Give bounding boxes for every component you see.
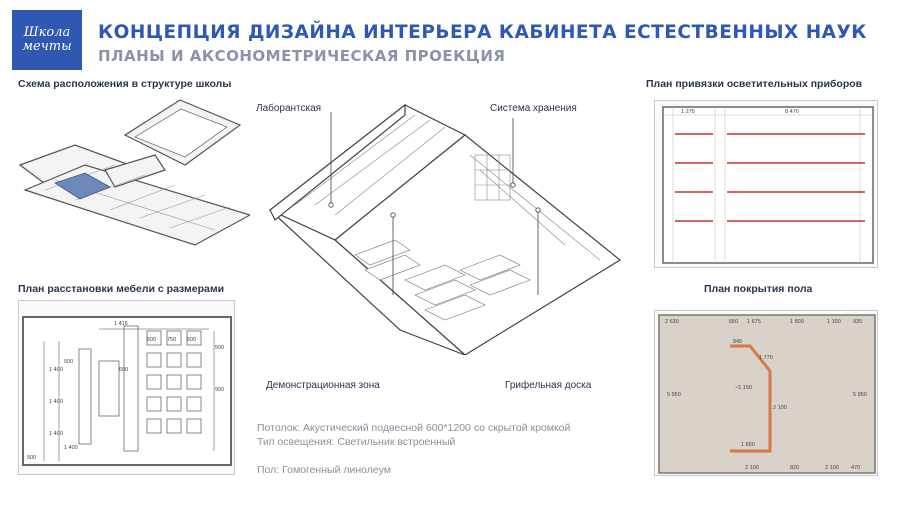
floor-dim-inner-5: 1 650 (741, 442, 755, 448)
furniture-dim-1: 1 415 (114, 321, 128, 327)
floor-dim-right: 5 950 (853, 392, 867, 398)
floor-plan-label: План покрытия пола (704, 283, 813, 295)
axonometric-view (265, 95, 625, 355)
lighting-plan-label: План привязки осветительных приборов (646, 78, 863, 90)
floor-dim-inner-3: ~1 150 (735, 385, 752, 391)
furniture-dim-8: 1 400 (49, 367, 63, 373)
floor-dim-inner-1: 845 (733, 339, 743, 345)
furniture-plan-panel (18, 300, 235, 475)
floor-plan-drawing (655, 311, 878, 476)
floor-dim-inner-2: 1 770 (759, 355, 773, 361)
callout-board: Грифельная доска (505, 380, 592, 391)
floor-dim-top-2: 650 (729, 319, 739, 325)
logo-line-2: мечты (22, 39, 72, 54)
floor-dim-bottom-1: 2 100 (745, 465, 759, 471)
floor-dim-top-3: 1 675 (747, 319, 761, 325)
callout-storage: Система хранения (490, 103, 577, 114)
note-ceiling: Потолок: Акустический подвесной 600*1200 со скрытой кромкой (257, 422, 571, 434)
furniture-dim-3: 750 (167, 337, 177, 343)
furniture-dim-2: 500 (147, 337, 157, 343)
floor-dim-top-6: 935 (853, 319, 863, 325)
school-scheme-diagram (15, 95, 250, 250)
page-subtitle: ПЛАНЫ И АКСОНОМЕТРИЧЕСКАЯ ПРОЕКЦИЯ (98, 47, 506, 65)
furniture-dim-5: 500 (215, 345, 225, 351)
lighting-plan-drawing (655, 101, 878, 268)
floor-dim-inner-4: 2 100 (773, 405, 787, 411)
furniture-dim-12: 900 (215, 387, 225, 393)
furniture-dim-10: 1 400 (49, 431, 63, 437)
floor-dim-top-1: 2 630 (665, 319, 679, 325)
note-floor: Пол: Гомогенный линолеум (257, 464, 391, 476)
furniture-dim-11: 1 400 (64, 445, 78, 451)
floor-dim-bottom-2: 820 (790, 465, 800, 471)
floor-dim-bottom-3: 2 100 (825, 465, 839, 471)
floor-dim-left: 5 950 (667, 392, 681, 398)
furniture-plan-label: План расстановки мебели с размерами (18, 283, 225, 295)
furniture-dim-6: 600 (119, 367, 129, 373)
lighting-dim-2: 8 470 (785, 109, 799, 115)
floor-dim-top-4: 1 800 (790, 319, 804, 325)
callout-demo: Демонстрационная зона (266, 380, 380, 391)
furniture-dim-4: 500 (187, 337, 197, 343)
page-title: КОНЦЕПЦИЯ ДИЗАЙНА ИНТЕРЬЕРА КАБИНЕТА ЕСТЕСТВЕННЫХ НАУК (98, 22, 867, 43)
floor-dim-top-5: 1 100 (827, 319, 841, 325)
furniture-dim-9: 1 400 (49, 399, 63, 405)
furniture-dim-13: 500 (27, 455, 37, 461)
note-lighting: Тип освещения: Светильник встроенный (257, 436, 456, 448)
lighting-plan-panel (654, 100, 878, 268)
floor-dim-bottom-4: 470 (851, 465, 861, 471)
callout-lab: Лаборантская (256, 103, 322, 114)
school-logo (12, 10, 82, 70)
furniture-plan-drawing (19, 301, 235, 475)
logo-line-1: Школа (23, 25, 71, 40)
school-scheme-label: Схема расположения в структуре школы (18, 78, 232, 90)
furniture-dim-7: 500 (64, 359, 74, 365)
floor-plan-panel (654, 310, 878, 476)
lighting-dim-1: 1 275 (681, 109, 695, 115)
